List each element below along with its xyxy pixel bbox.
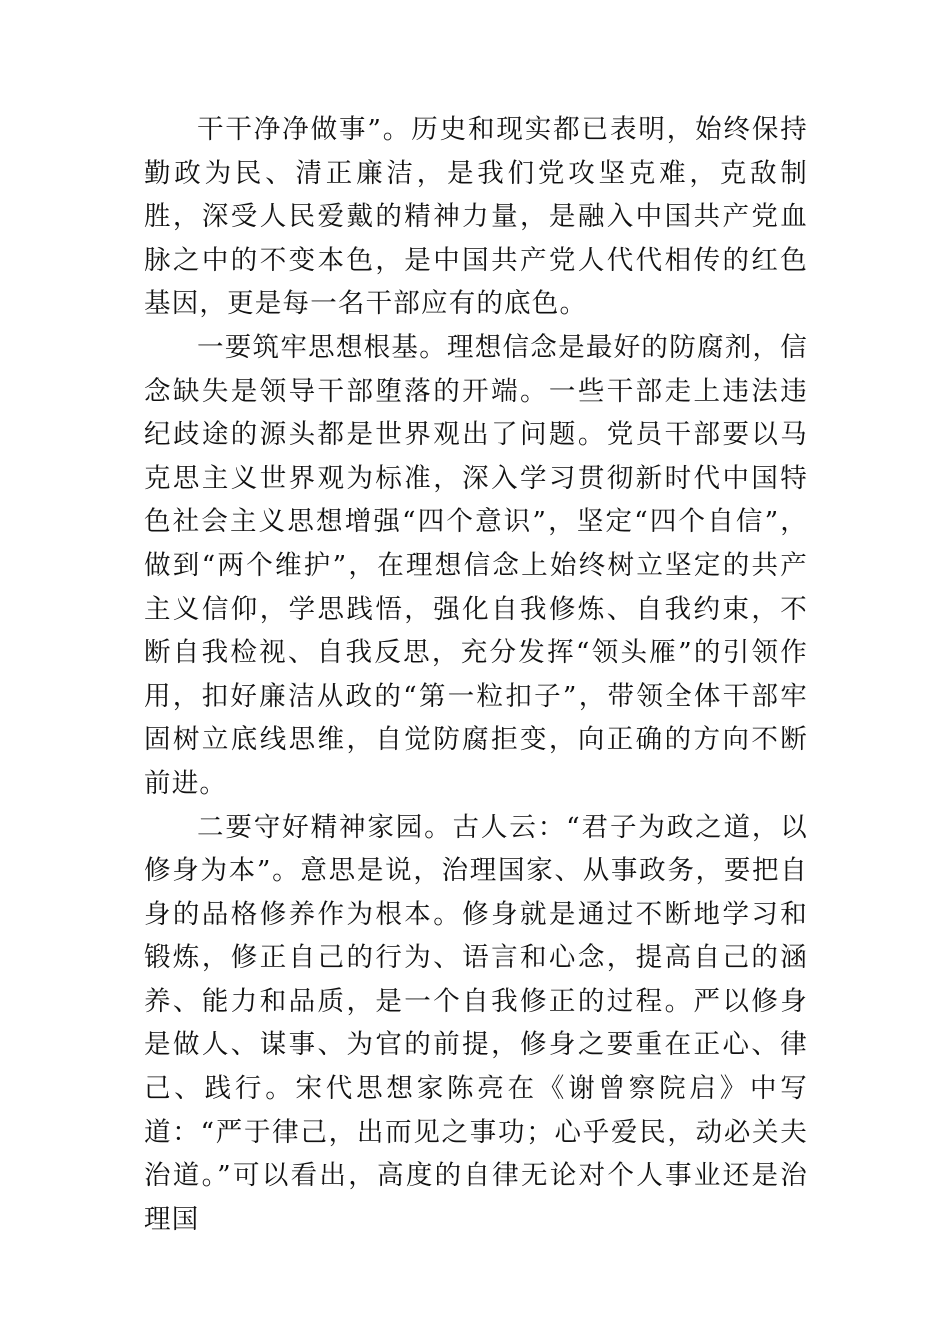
paragraph-spiritual-home: 二要守好精神家园。古人云：“君子为政之道，以修身为本”。意思是说，治理国家、从事政务，要把自身的品格修养作为根本。修身就是通过不断地学习和锻炼，修正自己的行为、语言和心念，提高自己的涵养、能力和品质，是一个自我修正的过程。严以修身是做人、谋事、为官的前提，修身之要重在正心、律己、践行。宋代思想家陈亮在《谢曾察院启》中写道：“严于律己，出而见之事功；心乎爱民，动必关夫治道。”可以看出，高度的自律无论对个人事业还是治理国 [144, 811, 808, 1235]
document-body [144, 108, 808, 1241]
paragraph-ideology-foundation: 一要筑牢思想根基。理想信念是最好的防腐剂，信念缺失是领导干部堕落的开端。一些干部走上违法违纪歧途的源头都是世界观出了问题。党员干部要以马克思主义世界观为标准，深入学习贯彻新时代中国特色社会主义思想增强“四个意识”，坚定“四个自信”，做到“两个维护”，在理想信念上始终树立坚定的共产主义信仰，学思践悟，强化自我修炼、自我约束，不断自我检视、自我反思，充分发挥“领头雁”的引领作用，扣好廉洁从政的“第一粒扣子”，带领全体干部牢固树立底线思维，自觉防腐拒变，向正确的方向不断前进。 [144, 331, 808, 799]
paragraph-continuation: 干干净净做事”。历史和现实都已表明，始终保持勤政为民、清正廉洁，是我们党攻坚克难，克敌制胜，深受人民爱戴的精神力量，是融入中国共产党血脉之中的不变本色，是中国共产党人代代相传的红色基因，更是每一名干部应有的底色。 [144, 114, 808, 320]
